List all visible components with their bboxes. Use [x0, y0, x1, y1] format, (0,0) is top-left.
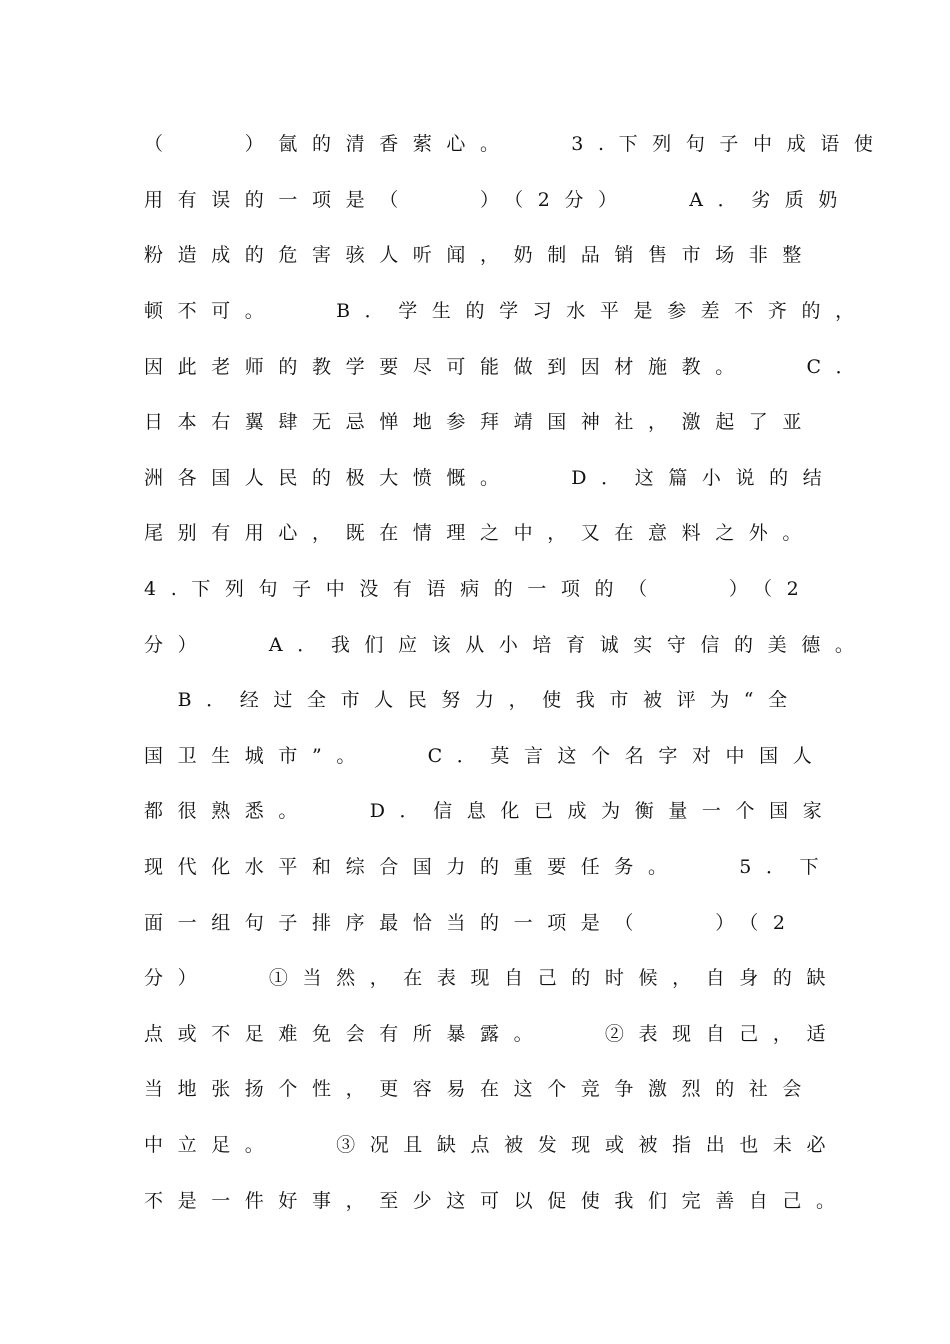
text-line: 顿不可。 B．学生的学习水平是参差不齐的，: [144, 300, 869, 322]
text-line: 都很熟悉。 D．信息化已成为衡量一个国家: [144, 800, 837, 822]
text-line: （ ）氤的清香萦心。 3.下列句子中成语使: [144, 133, 888, 155]
text-line: 洲各国人民的极大愤慨。 D．这篇小说的结: [144, 467, 837, 489]
text-line: 用有误的一项是（ ）（2分） A．劣质奶: [144, 189, 853, 211]
text-line: 现代化水平和综合国力的重要任务。 5．下: [144, 856, 834, 878]
text-line: 中立足。 ③况且缺点被发现或被指出也未必: [144, 1134, 841, 1156]
text-line: 当地张扬个性，更容易在这个竞争激烈的社会: [144, 1078, 817, 1100]
text-line: 4.下列句子中没有语病的一项的（ ）（2: [144, 578, 814, 600]
text-line: 日本右翼肆无忌惮地参拜靖国神社，激起了亚: [144, 411, 817, 433]
text-line: 分） A．我们应该从小培育诚实守信的美德。: [144, 634, 869, 656]
text-line: B．经过全市人民努力，使我市被评为“全: [144, 689, 802, 711]
text-line: 面一组句子排序最恰当的一项是（ ）（2: [144, 912, 800, 934]
text-line: 尾别有用心，既在情理之中，又在意料之外。: [144, 522, 817, 544]
text-line: 不是一件好事，至少这可以促使我们完善自己。: [144, 1190, 850, 1212]
text-line: 粉造成的危害骇人听闻，奶制品销售市场非整: [144, 244, 817, 266]
text-line: 分） ①当然，在表现自己的时候，自身的缺: [144, 967, 841, 989]
text-line: 因此老师的教学要尽可能做到因材施教。 C．: [144, 356, 870, 378]
text-line: 国卫生城市”。 C．莫言这个名字对中国人: [144, 745, 827, 767]
text-line: 点或不足难免会有所暴露。 ②表现自己，适: [144, 1023, 841, 1045]
